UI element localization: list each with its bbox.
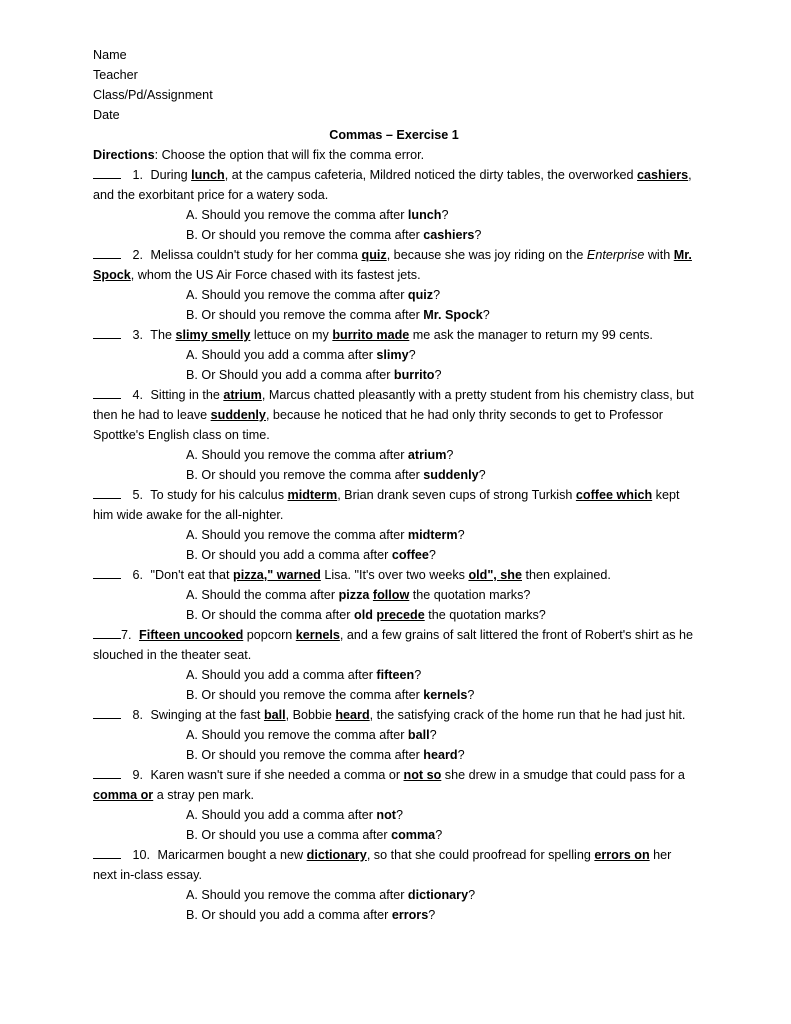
option-text-segment: Mr. Spock — [423, 308, 483, 322]
option-a — [93, 445, 695, 465]
option-text-segment: slimy — [376, 348, 409, 362]
option-b — [93, 605, 695, 625]
option-text-segment: ? — [441, 208, 449, 222]
question-text-segment: lettuce on my — [250, 328, 333, 342]
option-text-segment: A. Should you add a comma after — [186, 808, 377, 822]
question-text-segment: , Bobbie — [285, 708, 336, 722]
question-5 — [93, 485, 695, 525]
option-text-segment: fifteen — [376, 668, 415, 682]
option-text-segment: B. Or should you remove the comma after — [186, 748, 424, 762]
option-text-segment: burrito — [393, 368, 435, 382]
question-text-segment: lunch — [191, 168, 225, 182]
question-number: 8. — [129, 708, 144, 722]
option-text-segment: old — [354, 608, 373, 622]
question-text-segment: slimy smelly — [175, 328, 251, 342]
option-text-segment: suddenly — [423, 468, 479, 482]
question-text-segment: suddenly — [210, 408, 266, 422]
question-3 — [93, 325, 695, 345]
option-text-segment: ? — [428, 548, 436, 562]
option-b — [93, 305, 695, 325]
answer-blank[interactable] — [93, 167, 121, 179]
question-text-segment: Sitting in the — [150, 388, 224, 402]
option-b — [93, 365, 695, 385]
date-label: Date — [93, 108, 120, 122]
option-b — [93, 685, 695, 705]
option-text-segment: heard — [423, 748, 458, 762]
question-4 — [93, 385, 695, 445]
question-number: 4. — [129, 388, 144, 402]
option-text-segment: A. Should you add a comma after — [186, 668, 377, 682]
question-text-segment: coffee which — [575, 488, 653, 502]
question-text-segment: Mr. Spock — [93, 248, 692, 282]
answer-blank[interactable] — [93, 767, 121, 779]
option-text-segment: the quotation marks? — [409, 588, 531, 602]
option-text-segment: errors — [391, 908, 429, 922]
question-text-segment: To study for his calculus — [150, 488, 288, 502]
question-text-segment: midterm — [287, 488, 338, 502]
option-text-segment: A. Should the comma after — [186, 588, 339, 602]
option-text-segment: pizza — [338, 588, 370, 602]
question-text-segment: her next in-class essay. — [93, 848, 672, 882]
page-title: Commas – Exercise 1 — [329, 128, 459, 142]
option-text-segment: B. Or should you use a comma after — [186, 828, 392, 842]
option-text-segment: the quotation marks? — [424, 608, 546, 622]
option-text-segment: B. Or should you add a comma after — [186, 548, 392, 562]
option-b — [93, 745, 695, 765]
question-number: 1. — [129, 168, 144, 182]
question-text-segment: The — [150, 328, 176, 342]
option-text-segment: ? — [474, 228, 482, 242]
question-text-segment: "Don't eat that — [150, 568, 234, 582]
option-text-segment: dictionary — [407, 888, 469, 902]
answer-blank[interactable] — [93, 847, 121, 859]
answer-blank[interactable] — [93, 707, 121, 719]
directions-text: : Choose the option that will fix the comma error. — [154, 148, 425, 162]
option-text-segment: A. Should you remove the comma after — [186, 288, 408, 302]
option-text-segment: B. Or should the comma after — [186, 608, 354, 622]
question-text-segment: , because she was joy riding on the — [386, 248, 587, 262]
question-number: 9. — [129, 768, 144, 782]
option-b — [93, 465, 695, 485]
option-b — [93, 825, 695, 845]
option-text-segment: ? — [446, 448, 454, 462]
question-text-segment: with — [644, 248, 674, 262]
option-text-segment: ? — [428, 908, 436, 922]
question-text-segment: kernels — [295, 628, 340, 642]
question-6 — [93, 565, 695, 585]
question-7 — [93, 625, 695, 665]
question-text-segment: Enterprise — [586, 248, 645, 262]
question-text-segment: , and the exorbitant price for a watery soda. — [93, 168, 692, 202]
question-text-segment: she drew in a smudge that could pass for a — [441, 768, 685, 782]
option-text-segment: comma — [391, 828, 436, 842]
question-text-segment: atrium — [223, 388, 262, 402]
option-b — [93, 545, 695, 565]
option-text-segment: ? — [429, 728, 437, 742]
option-a — [93, 885, 695, 905]
question-number: 3. — [129, 328, 144, 342]
option-text-segment: quiz — [407, 288, 434, 302]
question-text-segment: , whom the US Air Force chased with its fastest jets. — [130, 268, 421, 282]
question-text-segment: , and a few grains of salt littered the front of Robert's shirt as he slouched in the theater seat. — [93, 628, 694, 662]
option-text-segment: B. Or should you remove the comma after — [186, 308, 424, 322]
option-text-segment: precede — [376, 608, 425, 622]
question-text-segment: , because he noticed that he had only thrity seconds to get to Professor Spottke's English class on time. — [93, 408, 663, 442]
question-text-segment: a stray pen mark. — [153, 788, 254, 802]
option-text-segment: lunch — [407, 208, 442, 222]
name-label: Name — [93, 48, 127, 62]
option-text-segment: B. Or should you remove the comma after — [186, 228, 424, 242]
answer-blank[interactable] — [93, 387, 121, 399]
question-text-segment: burrito made — [332, 328, 410, 342]
option-text-segment: ? — [433, 288, 441, 302]
question-text-segment: , the satisfying crack of the home run that he had just hit. — [369, 708, 686, 722]
option-a — [93, 285, 695, 305]
option-text-segment: ? — [457, 528, 465, 542]
answer-blank[interactable] — [93, 327, 121, 339]
option-text-segment: ? — [467, 688, 475, 702]
directions-label: Directions — [93, 148, 155, 162]
option-text-segment: ? — [396, 808, 404, 822]
question-text-segment: , Brian drank seven cups of strong Turkish — [337, 488, 576, 502]
option-text-segment: ? — [468, 888, 476, 902]
question-number: 6. — [129, 568, 144, 582]
answer-blank[interactable] — [93, 627, 121, 639]
question-text-segment: popcorn — [243, 628, 296, 642]
option-text-segment: B. Or Should you add a comma after — [186, 368, 394, 382]
option-a — [93, 805, 695, 825]
option-text-segment: atrium — [407, 448, 447, 462]
option-text-segment: ? — [457, 748, 465, 762]
teacher-label: Teacher — [93, 68, 138, 82]
answer-blank[interactable] — [93, 247, 121, 259]
question-8 — [93, 705, 695, 725]
option-a — [93, 345, 695, 365]
directions — [93, 145, 695, 165]
question-text-segment: cashiers — [637, 168, 689, 182]
question-text-segment: Karen wasn't sure if she needed a comma or — [150, 768, 404, 782]
question-text-segment: , at the campus cafeteria, Mildred noticed the dirty tables, the overworked — [224, 168, 638, 182]
question-text-segment: dictionary — [306, 848, 367, 862]
question-text-segment: heard — [335, 708, 370, 722]
question-text-segment: then explained. — [522, 568, 611, 582]
option-a — [93, 585, 695, 605]
option-text-segment: ? — [482, 308, 490, 322]
option-text-segment: ball — [407, 728, 430, 742]
option-text-segment: follow — [372, 588, 410, 602]
question-text-segment: Fifteen uncooked — [139, 628, 244, 642]
option-text-segment: A. Should you remove the comma after — [186, 888, 408, 902]
question-text-segment: errors on — [594, 848, 650, 862]
option-a — [93, 725, 695, 745]
question-text-segment: Maricarmen bought a new — [157, 848, 307, 862]
question-text-segment: not so — [403, 768, 442, 782]
question-10 — [93, 845, 695, 885]
option-text-segment: B. Or should you remove the comma after — [186, 688, 424, 702]
question-2 — [93, 245, 695, 285]
option-text-segment: A. Should you add a comma after — [186, 348, 377, 362]
class-label: Class/Pd/Assignment — [93, 88, 213, 102]
option-a — [93, 205, 695, 225]
option-text-segment: B. Or should you add a comma after — [186, 908, 392, 922]
option-text-segment: A. Should you remove the comma after — [186, 448, 408, 462]
option-text-segment: midterm — [407, 528, 458, 542]
option-text-segment: A. Should you remove the comma after — [186, 728, 408, 742]
question-text-segment: Swinging at the fast — [150, 708, 264, 722]
question-1 — [93, 165, 695, 205]
question-text-segment: me ask the manager to return my 99 cents. — [409, 328, 653, 342]
option-text-segment: ? — [414, 668, 422, 682]
option-text-segment: not — [376, 808, 397, 822]
option-text-segment: ? — [408, 348, 416, 362]
question-number: 5. — [129, 488, 144, 502]
option-text-segment: cashiers — [423, 228, 475, 242]
question-9 — [93, 765, 695, 805]
question-text-segment: Lisa. "It's over two weeks — [320, 568, 469, 582]
question-text-segment: old", she — [468, 568, 522, 582]
option-b — [93, 905, 695, 925]
question-text-segment: quiz — [361, 248, 387, 262]
option-text-segment: A. Should you remove the comma after — [186, 208, 408, 222]
answer-blank[interactable] — [93, 487, 121, 499]
question-text-segment: Melissa couldn't study for her comma — [150, 248, 362, 262]
question-text-segment: During — [150, 168, 192, 182]
answer-blank[interactable] — [93, 567, 121, 579]
question-text-segment: pizza," warned — [233, 568, 321, 582]
question-number: 7. — [121, 628, 132, 642]
question-text-segment: kept him wide awake for the all-nighter. — [93, 488, 680, 522]
option-a — [93, 525, 695, 545]
question-number: 10. — [129, 848, 151, 862]
question-list — [93, 165, 695, 925]
option-a — [93, 665, 695, 685]
question-text-segment: , Marcus chatted pleasantly with a pretty student from his chemistry class, but then he had to leave — [93, 388, 694, 422]
option-text-segment: kernels — [423, 688, 468, 702]
question-text-segment: comma or — [93, 788, 154, 802]
option-text-segment: coffee — [391, 548, 429, 562]
option-b — [93, 225, 695, 245]
option-text-segment: ? — [435, 828, 443, 842]
option-text-segment: ? — [434, 368, 442, 382]
question-text-segment: , so that she could proofread for spelling — [366, 848, 595, 862]
question-text-segment: ball — [263, 708, 286, 722]
option-text-segment: ? — [478, 468, 486, 482]
question-number: 2. — [129, 248, 144, 262]
option-text-segment: B. Or should you remove the comma after — [186, 468, 424, 482]
option-text-segment: A. Should you remove the comma after — [186, 528, 408, 542]
